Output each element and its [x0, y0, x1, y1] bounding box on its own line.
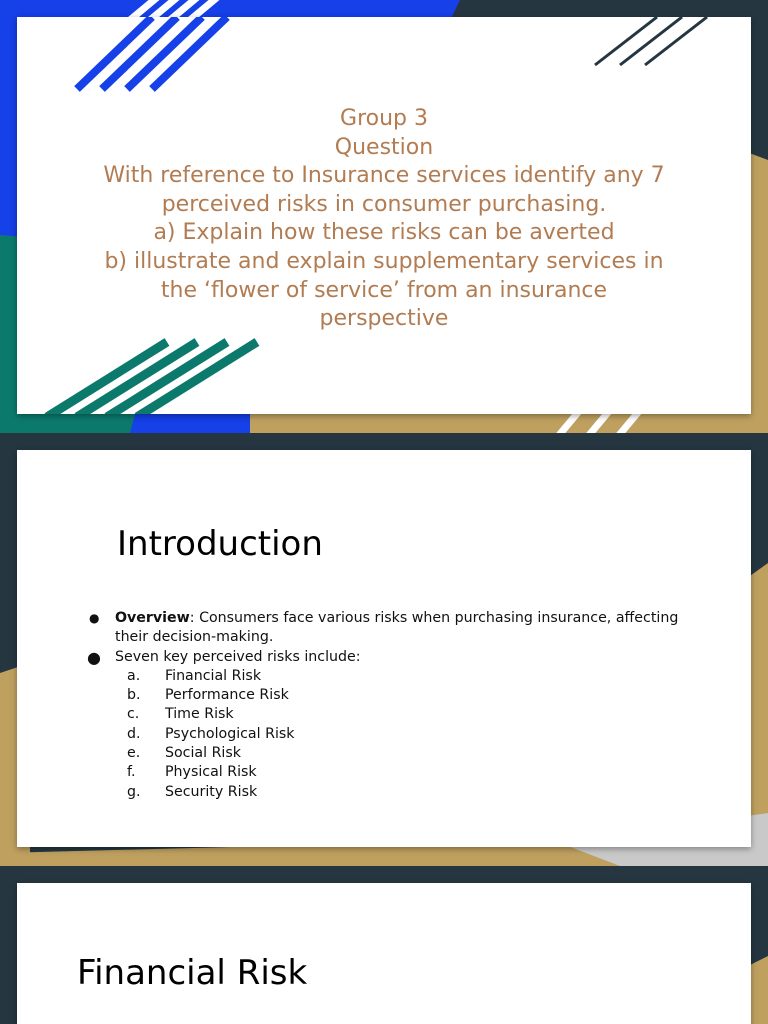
bullet-item [87, 648, 707, 667]
bullet-dot-icon: ● [89, 611, 100, 625]
risk-item [127, 763, 707, 782]
risk-letter: c. [127, 706, 140, 723]
title-line: b) illustrate and explain supplementary services in [104, 248, 664, 274]
bullet-list [87, 609, 707, 802]
title-line: the ‘flower of service’ from an insurance [160, 277, 608, 303]
risk-letter: a. [127, 667, 141, 684]
bullet-dot-icon: ● [87, 647, 101, 667]
slide-card [17, 883, 751, 1024]
risk-item [127, 667, 707, 686]
risk-label: Security Risk [165, 783, 258, 800]
slide-heading: Introduction [117, 524, 323, 564]
risk-item [127, 744, 707, 763]
bullet-text [115, 609, 707, 648]
risk-letter: d. [127, 725, 141, 742]
title-line: perceived risks in consumer purchasing. [161, 191, 607, 217]
risk-label: Psychological Risk [165, 725, 295, 742]
risk-letter: b. [127, 687, 141, 704]
risks-intro-text: Seven key perceived risks include: [115, 648, 361, 665]
overview-text: : Consumers face various risks when purchasing insurance, affecting their decision-making. [115, 610, 679, 646]
title-line: a) Explain how these risks can be averted [153, 220, 615, 246]
question-text [37, 105, 731, 334]
title-line: Question [334, 134, 434, 160]
risk-label: Social Risk [165, 745, 241, 762]
risk-letter: f. [127, 764, 136, 781]
risk-label: Performance Risk [165, 687, 289, 704]
risk-label: Time Risk [165, 706, 234, 723]
financial-risk-slide [0, 866, 768, 1024]
risk-label: Physical Risk [165, 764, 257, 781]
bullet-item [87, 609, 707, 648]
slide-card [17, 450, 751, 847]
risk-label: Financial Risk [165, 667, 262, 684]
risk-item [127, 725, 707, 744]
risk-letter: e. [127, 745, 141, 762]
risk-item [127, 686, 707, 705]
slide-heading: Financial Risk [77, 953, 308, 993]
introduction-slide [0, 433, 768, 866]
risk-item [127, 705, 707, 724]
risk-item [127, 783, 707, 802]
title-line: With reference to Insurance services identify any 7 [103, 163, 665, 189]
title-slide [0, 0, 768, 433]
title-line: Group 3 [340, 106, 428, 131]
overview-label: Overview [115, 610, 190, 626]
slide-card [17, 17, 751, 414]
risk-letter: g. [127, 783, 141, 800]
title-line: perspective [319, 306, 449, 332]
